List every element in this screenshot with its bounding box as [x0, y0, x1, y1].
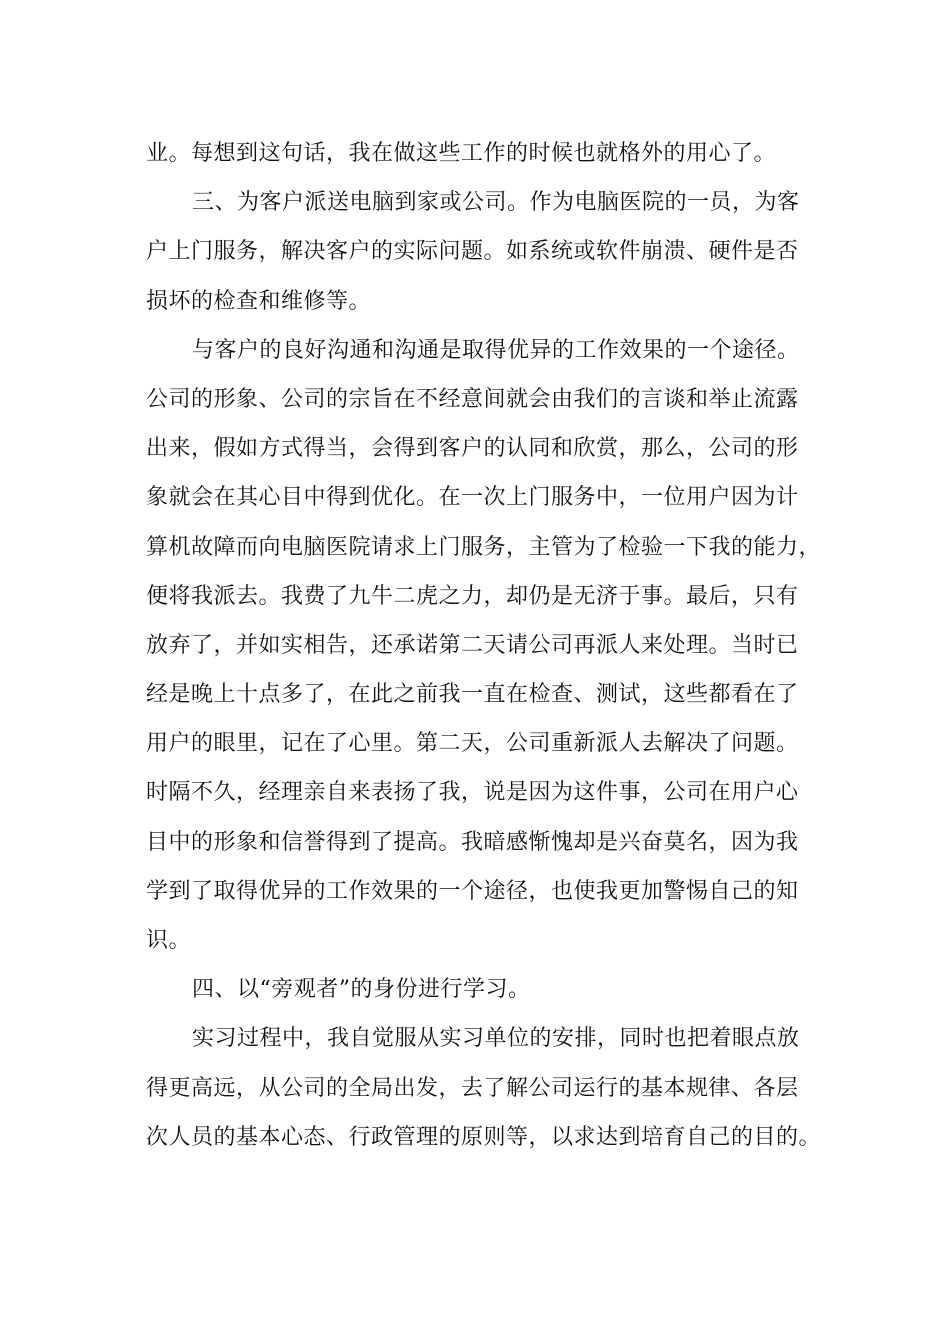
text-line: 损坏的检查和维修等。 [146, 288, 372, 314]
text-line: 算机故障而向电脑医院请求上门服务，主管为了检验一下我的能力， [146, 534, 822, 560]
text-line: 实习过程中，我自觉服从实习单位的安排，同时也把着眼点放 [192, 1026, 800, 1052]
text-line: 目中的形象和信誉得到了提高。我暗感惭愧却是兴奋莫名，因为我 [146, 829, 799, 855]
text-line: 户上门服务，解决客户的实际问题。如系统或软件崩溃、硬件是否 [146, 239, 799, 265]
text-line: 用户的眼里，记在了心里。第二天，公司重新派人去解决了问题。 [146, 731, 799, 757]
text-line: 经是晚上十点多了，在此之前我一直在检查、测试，这些都看在了 [146, 682, 799, 708]
text-line: 与客户的良好沟通和沟通是取得优异的工作效果的一个途径。 [192, 337, 800, 363]
text-line: 得更高远，从公司的全局出发，去了解公司运行的基本规律、各层 [146, 1075, 799, 1101]
text-line: 三、为客户派送电脑到家或公司。作为电脑医院的一员，为客 [192, 190, 800, 216]
text-line: 学到了取得优异的工作效果的一个途径，也使我更加警惕自己的知 [146, 878, 799, 904]
text-line: 出来，假如方式得当，会得到客户的认同和欣赏，那么，公司的形 [146, 436, 799, 462]
text-line: 次人员的基本心态、行政管理的原则等，以求达到培育自己的目的。 [146, 1124, 822, 1150]
text-line: 业。每想到这句话，我在做这些工作的时候也就格外的用心了。 [146, 141, 777, 166]
text-line: 公司的形象、公司的宗旨在不经意间就会由我们的言谈和举止流露 [146, 386, 799, 412]
text-line: 识。 [146, 928, 192, 953]
text-line: 时隔不久，经理亲自来表扬了我，说是因为这件事，公司在用户心 [146, 780, 799, 806]
text-line: 象就会在其心目中得到优化。在一次上门服务中，一位用户因为计 [146, 485, 799, 511]
text-line: 放弃了，并如实相告，还承诺第二天请公司再派人来处理。当时已 [146, 632, 799, 658]
document-body [146, 129, 826, 1162]
text-line: 便将我派去。我费了九牛二虎之力，却仍是无济于事。最后，只有 [146, 583, 799, 609]
section-heading: 四、以“旁观者”的身份进行学习。 [192, 977, 531, 1003]
